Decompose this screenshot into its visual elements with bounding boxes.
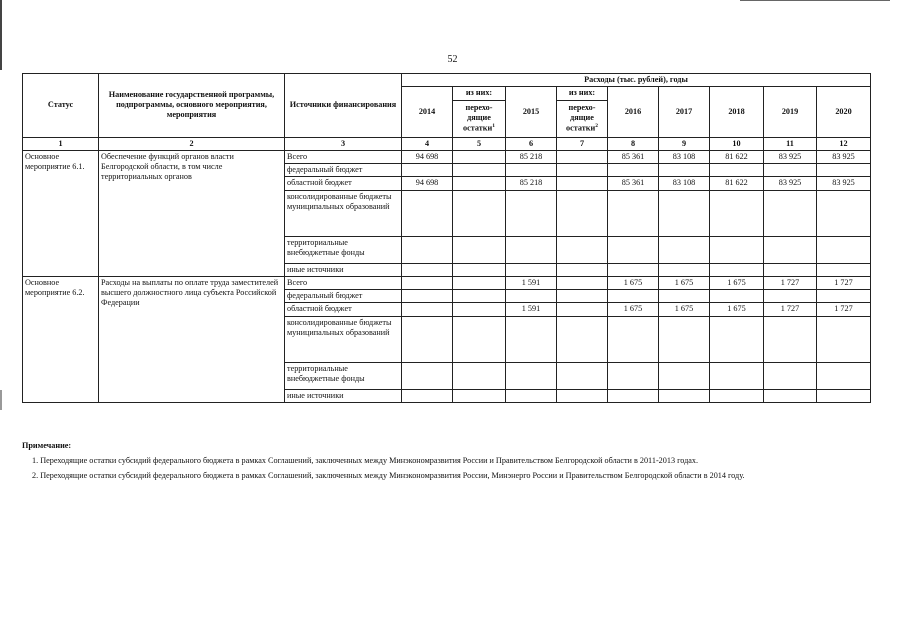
amount-cell	[453, 389, 506, 402]
column-number: 5	[453, 137, 506, 150]
amount-cell	[506, 190, 557, 236]
amount-cell	[764, 164, 817, 177]
header-carryover-2	[557, 100, 608, 137]
table-body	[23, 150, 871, 402]
amount-cell	[608, 164, 659, 177]
carryover-label: перехо-дящие остатки	[463, 102, 493, 133]
header-year-2017: 2017	[659, 87, 710, 137]
header-year-2015: 2015	[506, 87, 557, 137]
amount-cell	[402, 164, 453, 177]
header-sources: Источники финансирования	[285, 74, 402, 138]
amount-cell: 81 622	[710, 177, 764, 190]
amount-cell	[557, 177, 608, 190]
funding-source-cell: территориальные внебюджетные фонды	[285, 236, 402, 263]
amount-cell	[557, 303, 608, 316]
amount-cell	[453, 362, 506, 389]
amount-cell: 1 675	[710, 303, 764, 316]
column-number: 10	[710, 137, 764, 150]
footnote-mark: 1	[492, 123, 495, 130]
amount-cell	[659, 263, 710, 276]
amount-cell	[659, 290, 710, 303]
header-of-them-2: из них:	[557, 87, 608, 100]
amount-cell	[608, 236, 659, 263]
amount-cell	[817, 389, 871, 402]
funding-source-cell: территориальные внебюджетные фонды	[285, 362, 402, 389]
column-number: 4	[402, 137, 453, 150]
amount-cell: 1 675	[710, 276, 764, 289]
amount-cell	[506, 236, 557, 263]
note-item: 1. Переходящие остатки субсидий федерального бюджета в рамках Соглашений, заключенных между Минэкономразвития России и Правительством Белгородской области в 2011-2013 годах.	[32, 456, 699, 466]
amount-cell: 1 675	[608, 303, 659, 316]
amount-cell	[506, 290, 557, 303]
amount-cell	[402, 316, 453, 362]
column-number: 6	[506, 137, 557, 150]
amount-cell	[710, 164, 764, 177]
header-year-2014: 2014	[402, 87, 453, 137]
amount-cell	[557, 389, 608, 402]
amount-cell	[453, 316, 506, 362]
status-cell: Основное мероприятие 6.2.	[23, 276, 99, 402]
note-item: 2. Переходящие остатки субсидий федерального бюджета в рамках Соглашений, заключенных между Минэкономразвития России, Минэнерго России и Правительством Белгородской области в 2014 году.	[32, 471, 745, 481]
amount-cell	[764, 362, 817, 389]
amount-cell: 1 727	[817, 303, 871, 316]
amount-cell	[557, 150, 608, 163]
scan-top-line	[740, 0, 890, 1]
amount-cell	[557, 236, 608, 263]
amount-cell: 1 675	[659, 276, 710, 289]
amount-cell: 85 361	[608, 150, 659, 163]
amount-cell	[608, 263, 659, 276]
amount-cell	[608, 389, 659, 402]
funding-source-cell: Всего	[285, 276, 402, 289]
funding-source-cell: иные источники	[285, 263, 402, 276]
amount-cell: 81 622	[710, 150, 764, 163]
amount-cell	[557, 290, 608, 303]
amount-cell	[557, 190, 608, 236]
amount-cell	[764, 236, 817, 263]
amount-cell	[764, 316, 817, 362]
amount-cell: 1 591	[506, 276, 557, 289]
page-number: 52	[447, 54, 458, 65]
amount-cell	[402, 290, 453, 303]
amount-cell	[453, 177, 506, 190]
funding-source-cell: областной бюджет	[285, 303, 402, 316]
header-name: Наименование государственной программы, подпрограммы, основного мероприятия, мероприятия	[99, 74, 285, 138]
amount-cell	[506, 389, 557, 402]
amount-cell: 1 675	[608, 276, 659, 289]
amount-cell	[453, 236, 506, 263]
header-status: Статус	[23, 74, 99, 138]
amount-cell	[817, 362, 871, 389]
header-expenses: Расходы (тыс. рублей), годы	[402, 74, 871, 87]
amount-cell: 83 108	[659, 150, 710, 163]
amount-cell	[659, 164, 710, 177]
measure-name-cell: Обеспечение функций органов власти Белгородской области, в том числе территориальных органов	[99, 150, 285, 276]
scan-edge-mark	[0, 390, 2, 410]
amount-cell	[659, 362, 710, 389]
amount-cell: 83 925	[764, 177, 817, 190]
amount-cell	[557, 316, 608, 362]
amount-cell	[608, 362, 659, 389]
column-number: 11	[764, 137, 817, 150]
amount-cell	[402, 303, 453, 316]
amount-cell: 83 925	[817, 150, 871, 163]
amount-cell	[817, 236, 871, 263]
header-year-2019: 2019	[764, 87, 817, 137]
amount-cell	[402, 236, 453, 263]
amount-cell	[557, 276, 608, 289]
amount-cell: 85 361	[608, 177, 659, 190]
amount-cell	[764, 190, 817, 236]
column-number: 7	[557, 137, 608, 150]
amount-cell: 83 925	[817, 177, 871, 190]
amount-cell: 94 698	[402, 150, 453, 163]
amount-cell	[659, 236, 710, 263]
amount-cell	[453, 290, 506, 303]
amount-cell	[557, 362, 608, 389]
amount-cell: 83 925	[764, 150, 817, 163]
amount-cell	[453, 303, 506, 316]
amount-cell	[506, 362, 557, 389]
table-row	[23, 276, 871, 289]
amount-cell	[608, 316, 659, 362]
amount-cell: 1 591	[506, 303, 557, 316]
carryover-label: перехо-дящие остатки	[566, 102, 596, 133]
amount-cell	[453, 263, 506, 276]
amount-cell	[506, 316, 557, 362]
amount-cell	[710, 236, 764, 263]
amount-cell	[710, 389, 764, 402]
column-number: 1	[23, 137, 99, 150]
column-number: 8	[608, 137, 659, 150]
header-carryover-1	[453, 100, 506, 137]
amount-cell	[710, 290, 764, 303]
funding-source-cell: федеральный бюджет	[285, 290, 402, 303]
amount-cell	[817, 316, 871, 362]
column-number: 9	[659, 137, 710, 150]
amount-cell	[557, 263, 608, 276]
amount-cell	[402, 362, 453, 389]
funding-source-cell: иные источники	[285, 389, 402, 402]
amount-cell: 1 727	[764, 303, 817, 316]
header-of-them-1: из них:	[453, 87, 506, 100]
column-number: 3	[285, 137, 402, 150]
amount-cell	[659, 190, 710, 236]
amount-cell	[453, 164, 506, 177]
amount-cell: 85 218	[506, 177, 557, 190]
amount-cell	[710, 316, 764, 362]
amount-cell: 83 108	[659, 177, 710, 190]
amount-cell	[710, 190, 764, 236]
amount-cell	[402, 389, 453, 402]
amount-cell	[506, 164, 557, 177]
amount-cell	[764, 290, 817, 303]
amount-cell	[453, 276, 506, 289]
amount-cell	[710, 362, 764, 389]
funding-source-cell: консолидированные бюджеты муниципальных образований	[285, 190, 402, 236]
amount-cell: 94 698	[402, 177, 453, 190]
status-cell: Основное мероприятие 6.1.	[23, 150, 99, 276]
amount-cell	[608, 190, 659, 236]
funding-source-cell: федеральный бюджет	[285, 164, 402, 177]
header-year-2016: 2016	[608, 87, 659, 137]
amount-cell	[659, 389, 710, 402]
column-number: 12	[817, 137, 871, 150]
amount-cell	[608, 290, 659, 303]
amount-cell	[817, 190, 871, 236]
amount-cell	[557, 164, 608, 177]
amount-cell: 1 727	[817, 276, 871, 289]
amount-cell	[402, 190, 453, 236]
amount-cell: 85 218	[506, 150, 557, 163]
amount-cell	[764, 263, 817, 276]
header-year-2020: 2020	[817, 87, 871, 137]
funding-source-cell: Всего	[285, 150, 402, 163]
amount-cell	[402, 263, 453, 276]
notes-title: Примечание:	[22, 441, 72, 450]
financing-table	[22, 73, 871, 403]
amount-cell	[453, 190, 506, 236]
funding-source-cell: областной бюджет	[285, 177, 402, 190]
footnote-mark: 2	[595, 123, 598, 130]
amount-cell	[710, 263, 764, 276]
amount-cell	[817, 164, 871, 177]
funding-source-cell: консолидированные бюджеты муниципальных образований	[285, 316, 402, 362]
header-year-2018: 2018	[710, 87, 764, 137]
measure-name-cell: Расходы на выплаты по оплате труда заместителей высшего должностного лица субъекта Российской Федерации	[99, 276, 285, 402]
amount-cell	[506, 263, 557, 276]
amount-cell	[453, 150, 506, 163]
amount-cell	[764, 389, 817, 402]
amount-cell	[659, 316, 710, 362]
amount-cell	[817, 290, 871, 303]
amount-cell: 1 675	[659, 303, 710, 316]
amount-cell: 1 727	[764, 276, 817, 289]
column-number: 2	[99, 137, 285, 150]
column-number-row	[23, 137, 871, 150]
notes-section	[22, 440, 870, 481]
table-row	[23, 150, 871, 163]
amount-cell	[817, 263, 871, 276]
amount-cell	[402, 276, 453, 289]
